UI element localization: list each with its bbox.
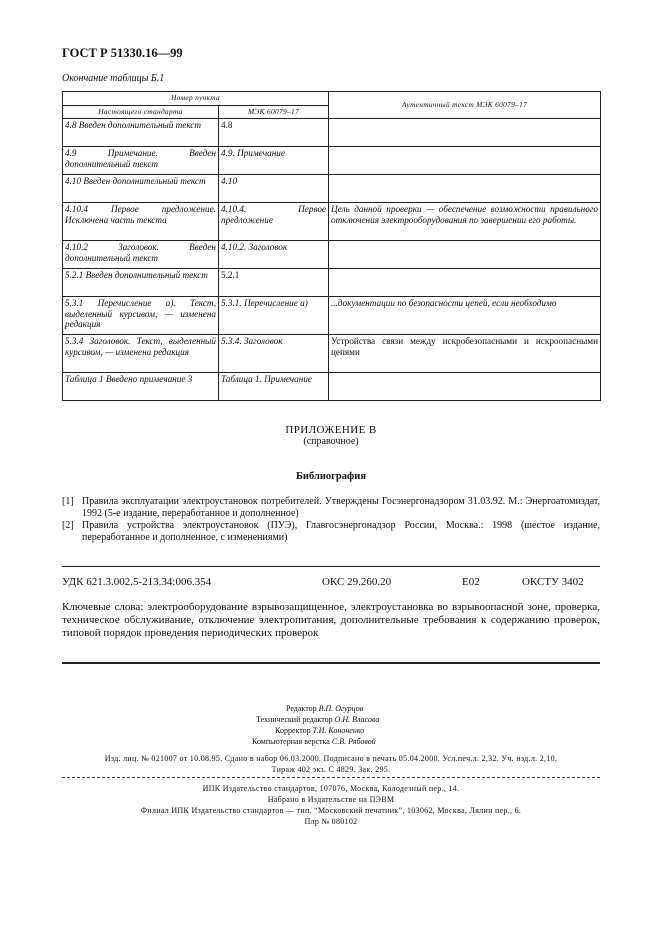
comparison-table (62, 91, 601, 401)
cell-iec: 4.8 (219, 119, 329, 147)
table-row (63, 269, 601, 297)
cell-iec: 4.10.4. Первое предложение (219, 203, 329, 241)
header-iec: МЭК 60079–17 (219, 105, 329, 119)
cell-standard: 5.3.1 Перечисление а). Текст, выделенный курсивом, — изменена редакция (63, 297, 219, 335)
table-row (63, 335, 601, 373)
credit-role: Технический редактор (256, 715, 333, 724)
cell-text (329, 269, 601, 297)
imprint-line: Плр № 080102 (304, 817, 358, 826)
cell-text: Устройства связи между искробезопасными и искроопасными цепями (329, 335, 601, 373)
header-this-standard: Настоящего стандарта (63, 105, 219, 119)
cell-standard: 4.10.2 Заголовок. Введен дополнительный текст (63, 241, 219, 269)
imprint-line: Изд. лиц. № 021007 от 10.08.95. Сдано в набор 06.03.2000. Подписано в печать 05.04.2000. Усл.печ.л. 2,32. Уч. изд.л. 2,10. (104, 754, 558, 763)
table-row (63, 147, 601, 175)
divider (62, 662, 600, 664)
cell-iec: 4.10.2. Заголовок (219, 241, 329, 269)
header-authentic-text: Аутентичный текст МЭК 60079–17 (329, 92, 601, 119)
credit-role: Редактор (286, 704, 317, 713)
table-row (63, 175, 601, 203)
reference-number: [1] (62, 496, 74, 507)
cell-standard: 4.8 Введен дополнительный текст (63, 119, 219, 147)
bibliography-entry (62, 520, 600, 544)
cell-standard: 4.10 Введен дополнительный текст (63, 175, 219, 203)
keywords: Ключевые слова: электрооборудование взрывозащищенное, электроустановка во взрывоопасной зоне, проверка, техническое обслуживание, отключение электропитания, дополнительные требования к содержанию проверок, типовой порядок проведения периодических проверок (62, 601, 600, 639)
cell-text (329, 175, 601, 203)
reference-text: Правила эксплуатации электроустановок потребителей. Утверждены Госэнергонадзором 31.03.92. М.: Энергоатомиздат, 1992 (5-е издание, переработанное и дополненное) (82, 496, 600, 519)
credit-role: Корректор (275, 726, 311, 735)
credit-tech-editor (256, 715, 379, 725)
imprint-line: ИПК Издательство стандартов, 107076, Москва, Колодезный пер., 14. (202, 784, 460, 793)
bibliography-entry (62, 496, 600, 520)
cell-iec: 5.2.1 (219, 269, 329, 297)
cell-iec: 4.9. Примечание (219, 147, 329, 175)
cell-standard: 5.3.4 Заголовок. Текст, выделенный курсивом, — изменена редакция (63, 335, 219, 373)
imprint-line: Тираж 402 экз. С 4829. Зак. 295. (271, 765, 391, 774)
cell-standard: 5.2.1 Введен дополнительный текст (63, 269, 219, 297)
cell-text: Цель данной проверки — обеспечение возможности правильного отключения электрооборудования по завершении его работы. (329, 203, 601, 241)
credit-name: О.Н. Власова (334, 715, 380, 724)
cell-standard: 4.9 Примечание. Введен дополнительный текст (63, 147, 219, 175)
table-row (63, 119, 601, 147)
cell-text: ...документации по безопасности цепей, если необходимо (329, 297, 601, 335)
table-row (63, 297, 601, 335)
appendix-title: ПРИЛОЖЕНИЕ В (285, 424, 377, 436)
cell-iec: Таблица 1. Примечание (219, 373, 329, 401)
cell-iec: 5.3.4. Заголовок (219, 335, 329, 373)
credit-name: С.В. Рябовой (331, 737, 376, 746)
credit-name: Т.И. Кононенко (312, 726, 365, 735)
okstu-code: ОКСТУ 3402 (522, 576, 584, 588)
udk-code: УДК 621.3.002.5-213.34:006.354 (62, 576, 212, 588)
cell-text (329, 241, 601, 269)
credit-editor (286, 704, 363, 714)
credit-layout (252, 737, 376, 747)
category-code: Е02 (462, 576, 480, 588)
bibliography-title: Библиография (295, 471, 367, 482)
credit-role: Компьютерная верстка (252, 737, 330, 746)
reference-number: [2] (62, 520, 74, 531)
table-row (63, 203, 601, 241)
table-row (63, 373, 601, 401)
cell-iec: 5.3.1. Перечисление а) (219, 297, 329, 335)
imprint-line: Набрано в Издательстве на ПЭВМ (267, 795, 395, 804)
cell-text (329, 147, 601, 175)
cell-text (329, 119, 601, 147)
table-row (63, 241, 601, 269)
divider (62, 566, 600, 567)
imprint-line: Филиал ИПК Издательство стандартов — тип. “Московский печатник”, 103062, Москва, Лялин пер., 6. (140, 806, 522, 815)
reference-text: Правила устройства электроустановок (ПУЭ), Главгосэнергонадзор России, Москва.: 1998 (шестое издание, переработанное и дополненное, с изменениями) (82, 520, 600, 543)
standard-header: ГОСТ Р 51330.16—99 (62, 46, 183, 60)
cell-standard: 4.10.4 Первое предложение. Исключена часть текста (63, 203, 219, 241)
cell-standard: Таблица 1 Введено примечание 3 (63, 373, 219, 401)
table-continuation-caption: Окончание таблицы Б.1 (62, 73, 165, 84)
header-item-number: Номер пункта (63, 92, 329, 106)
appendix-subtitle: (справочное) (303, 436, 359, 447)
dashed-divider (62, 777, 600, 778)
oks-code: ОКС 29.260.20 (322, 576, 392, 588)
credit-name: В.П. Огурцов (318, 704, 364, 713)
cell-text (329, 373, 601, 401)
credit-proofreader (275, 726, 364, 736)
cell-iec: 4.10 (219, 175, 329, 203)
